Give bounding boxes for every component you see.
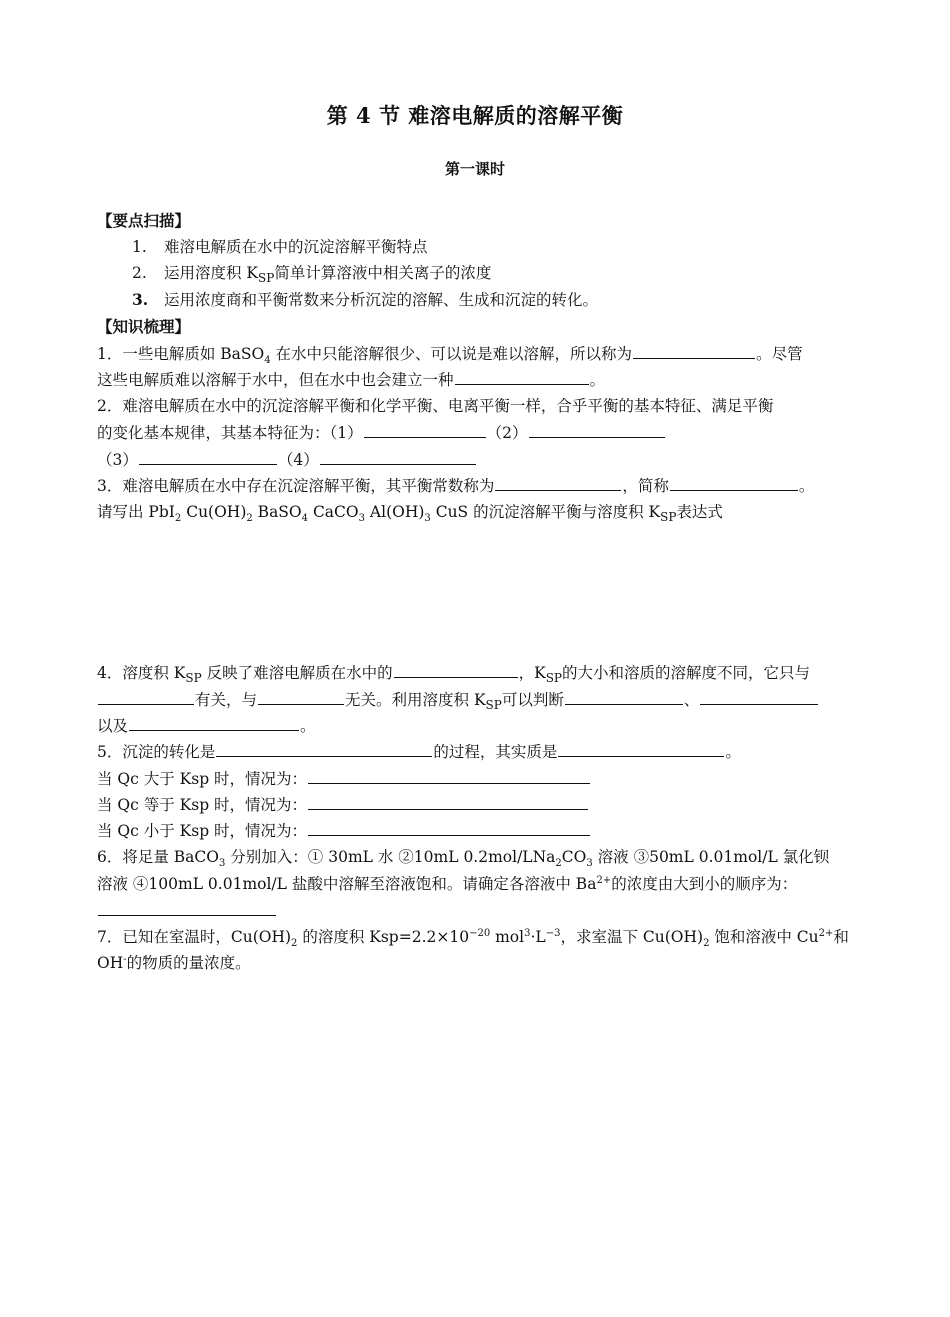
q7-text: 7．已知在室温时，Cu(OH) (97, 928, 292, 946)
q4-text: 反映了难溶电解质在水中的 (201, 664, 393, 682)
q3-sub: 2 (174, 513, 182, 525)
q3-text: 。 (798, 477, 815, 495)
q7-text: 的溶度积 Ksp=2.2×10 (297, 928, 470, 946)
q2-text: （2） (486, 424, 528, 442)
q7-sub: 2 (291, 938, 298, 950)
q1-text: 这些电解质难以溶解于水中，但在水中也会建立一种 (97, 371, 454, 389)
point-number: 2. (132, 264, 147, 282)
q7-sup: −20 (469, 927, 491, 939)
q6-sub: 2 (555, 858, 562, 870)
q7-text: 饱和溶液中 Cu (709, 928, 819, 946)
ksp-subscript: SP (258, 271, 275, 286)
question-2-line-1: 2．难溶电解质在水中的沉淀溶解平衡和化学平衡、电离平衡一样，合乎平衡的基本特征、满足平衡 (97, 397, 774, 415)
q6-text: 溶液 ④100mL 0.01mol/L 盐酸中溶解至溶液饱和。请确定各溶液中 Ba (97, 875, 597, 893)
q2-text: 的变化基本规律，其基本特征为：（1） (97, 424, 363, 442)
answer-blank[interactable] (98, 897, 276, 916)
q6-text: 的浓度由大到小的顺序为： (611, 875, 798, 893)
question-5-case-less (97, 817, 591, 844)
ksp-subscript: SP (185, 671, 202, 686)
q3-text: BaSO (252, 503, 302, 521)
q7-sub: 2 (703, 938, 710, 950)
q7-text: ·L (530, 928, 546, 946)
answer-blank[interactable] (558, 738, 724, 757)
q1-text: 在水中只能溶解很少、可以说是难以溶解，所以称为 (270, 345, 633, 363)
question-4-line-1 (97, 659, 810, 686)
q5-text: 当 Qc 小于 Ksp 时，情况为： (97, 822, 308, 840)
question-2-line-3 (97, 446, 477, 473)
answer-blank[interactable] (565, 686, 683, 705)
q5-text: 的过程，其实质是 (433, 743, 558, 761)
q1-text: 。尽管 (756, 345, 803, 363)
page-subtitle: 第一课时 (444, 160, 505, 178)
question-1-line-2 (97, 366, 605, 393)
q3-text: CaCO (308, 503, 359, 521)
answer-blank[interactable] (258, 686, 344, 705)
question-6-line-2 (97, 871, 797, 897)
q4-text: 可以判断 (501, 691, 564, 709)
q6-text: 溶液 ③50mL 0.01mol/L 氯化钡 (592, 848, 830, 866)
q6-sup: 2+ (596, 874, 612, 886)
answer-blank[interactable] (216, 738, 432, 757)
q7-text: 和 (833, 928, 849, 946)
q1-text: 1．一些电解质如 BaSO (97, 345, 265, 363)
q7-text: OH (97, 954, 124, 972)
question-6-line-3 (97, 897, 277, 924)
q4-text: 无关。利用溶度积 K (345, 691, 486, 709)
ksp-subscript: SP (545, 671, 562, 686)
answer-blank[interactable] (308, 791, 588, 810)
answer-blank[interactable] (394, 659, 518, 678)
q7-text: ，求室温下 Cu(OH) (560, 928, 704, 946)
q4-text: 的大小和溶质的溶解度不同，它只与 (562, 664, 811, 682)
point-number: 3. (132, 290, 149, 309)
q3-sub: 4 (301, 513, 309, 525)
point-text-cont: 简单计算溶液中相关离子的浓度 (274, 264, 492, 282)
q7-text: 的物质的量浓度。 (126, 954, 251, 972)
q4-text: 有关，与 (195, 691, 258, 709)
answer-blank[interactable] (308, 817, 590, 836)
question-7-line-1 (97, 924, 849, 950)
question-5-case-greater (97, 765, 591, 792)
q7-sup: - (123, 953, 127, 965)
q2-text: （3） (97, 451, 138, 469)
point-text: 难溶电解质在水中的沉淀溶解平衡特点 (164, 238, 428, 256)
q3-text: Al(OH) (365, 503, 425, 521)
point-number: 1. (132, 238, 147, 256)
point-3 (132, 287, 598, 313)
q3-text: CuS 的沉淀溶解平衡与溶度积 K (430, 503, 661, 521)
question-2-line-2 (97, 419, 666, 446)
q6-text: 分别加入：① 30mL 水 ②10mL 0.2mol/LNa (225, 848, 556, 866)
question-4-line-3 (97, 712, 316, 739)
q6-sub: 3 (586, 858, 593, 870)
answer-blank[interactable] (308, 765, 590, 784)
point-1 (132, 234, 428, 260)
q6-text: 6．将足量 BaCO (97, 848, 219, 866)
q4-text: ，K (518, 664, 546, 682)
q4-text: 。 (300, 717, 316, 735)
answer-blank[interactable] (129, 712, 299, 731)
question-3-line-1 (97, 472, 814, 499)
answer-blank[interactable] (700, 686, 818, 705)
question-5-line-1 (97, 738, 741, 765)
question-3-line-2 (97, 499, 723, 525)
q3-text: Cu(OH) (181, 503, 247, 521)
q4-text: 、 (683, 691, 700, 709)
ksp-subscript: SP (660, 510, 677, 525)
answer-blank[interactable] (670, 472, 798, 491)
page-title: 第 4 节 难溶电解质的溶解平衡 (326, 103, 624, 128)
q3-sub: 3 (358, 513, 365, 525)
section-heading-knowledge: 【知识梳理】 (97, 317, 191, 336)
q7-sup: 3 (524, 927, 531, 939)
question-5-case-equal (97, 791, 589, 818)
question-6-line-1 (97, 844, 829, 870)
point-text: 运用溶度积 K (164, 264, 259, 282)
q7-sup: 2+ (818, 927, 834, 939)
q5-text: 当 Qc 大于 Ksp 时，情况为： (97, 770, 308, 788)
answer-blank[interactable] (633, 340, 755, 359)
q4-text: 4．溶度积 K (97, 664, 186, 682)
q7-text: mol (490, 928, 525, 946)
answer-blank[interactable] (320, 446, 476, 465)
q2-text: （4） (277, 451, 319, 469)
q5-text: 5．沉淀的转化是 (97, 743, 216, 761)
question-7-line-2 (97, 950, 251, 976)
q7-sup: −3 (545, 927, 561, 939)
answer-blank[interactable] (364, 419, 486, 438)
answer-blank[interactable] (495, 472, 621, 491)
ksp-subscript: SP (485, 698, 502, 713)
point-2 (132, 260, 491, 286)
q6-text: CO (561, 848, 587, 866)
q1-text: 。 (589, 371, 606, 389)
answer-blank[interactable] (98, 686, 194, 705)
q3-text: ，简称 (622, 477, 669, 495)
q3-text: 表达式 (676, 503, 723, 521)
question-1-line-1 (97, 340, 803, 367)
q3-text: 请写出 PbI (97, 503, 175, 521)
q3-text: 3．难溶电解质在水中存在沉淀溶解平衡，其平衡常数称为 (97, 477, 495, 495)
q5-text: 。 (725, 743, 741, 761)
q4-text: 以及 (97, 717, 129, 735)
question-4-line-2 (97, 686, 819, 713)
answer-blank[interactable] (455, 366, 589, 385)
section-heading-key-points: 【要点扫描】 (97, 211, 191, 230)
q5-text: 当 Qc 等于 Ksp 时，情况为： (97, 796, 308, 814)
q3-sub: 3 (424, 513, 431, 525)
q6-sub: 3 (219, 858, 226, 870)
q1-sub: 4 (264, 355, 271, 367)
answer-blank[interactable] (139, 446, 277, 465)
q3-sub: 2 (246, 513, 253, 525)
answer-blank[interactable] (529, 419, 665, 438)
point-text: 运用浓度商和平衡常数来分析沉淀的溶解、生成和沉淀的转化。 (164, 291, 599, 309)
